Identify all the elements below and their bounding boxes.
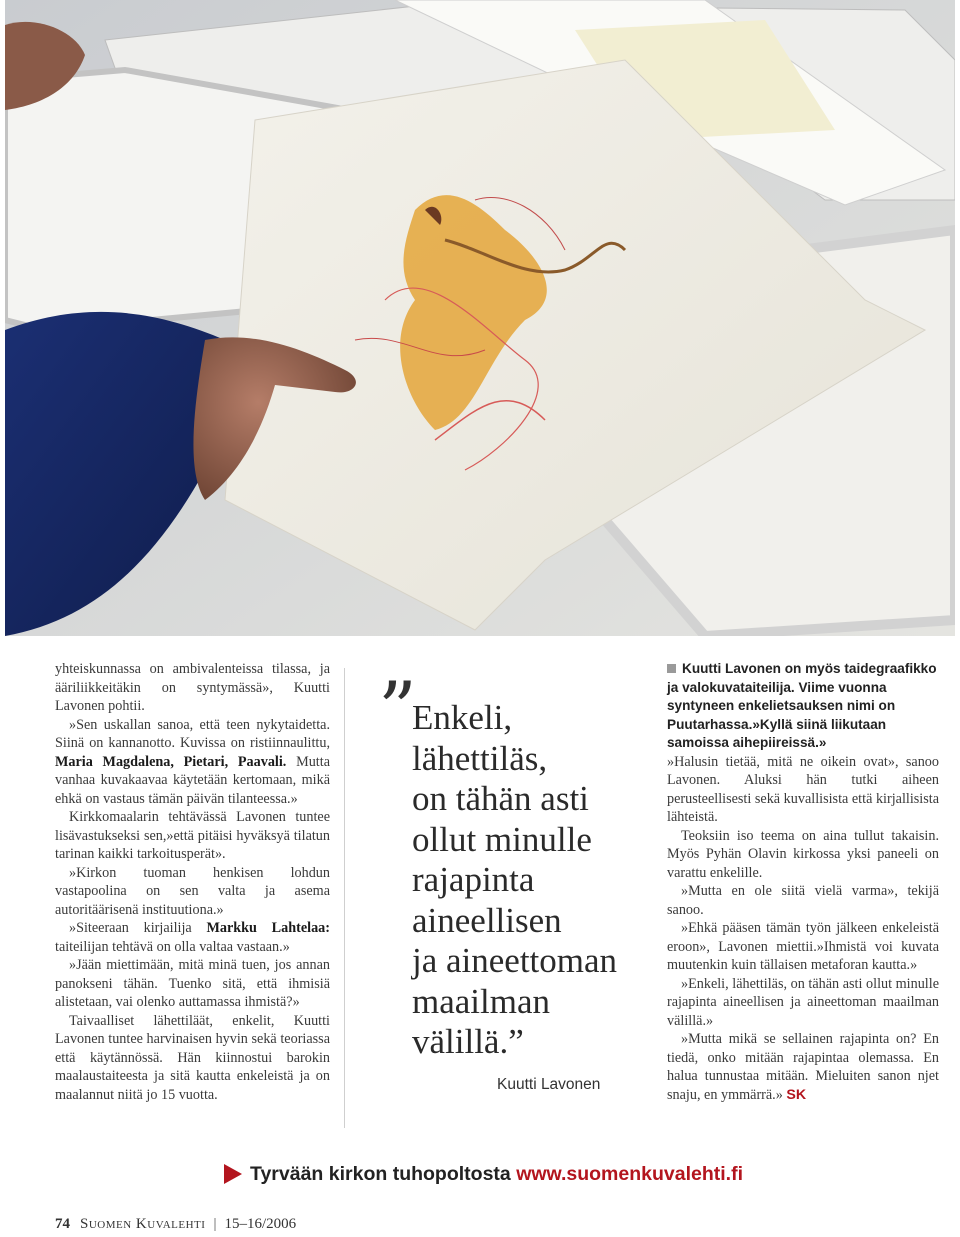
paragraph	[667, 753, 939, 827]
pull-quote-author: Kuutti Lavonen	[497, 1076, 601, 1093]
paragraph	[55, 956, 330, 1012]
pull-quote-line: ja aineettoman	[412, 941, 618, 980]
paragraph	[667, 882, 939, 919]
paragraph	[667, 1030, 939, 1104]
name-highlight: Maria Magdalena, Pietari, Paavali.	[55, 753, 287, 770]
text-run: »Mutta mikä se sellainen rajapinta on? En tiedä, onko mitään rajapintaa olemassa. En halua tunnustaa mitään. Mieluiten sanon njet snaju, en ymmärrä.»	[667, 1031, 939, 1103]
paragraph	[55, 808, 330, 864]
column-3-body	[667, 753, 939, 1105]
text-run: Mutta vanhaa kuvakaavaa käytetään kertomaan, mikä ehkä on vastaus tämän päivän tilanteessa.»	[55, 753, 330, 807]
paragraph	[667, 975, 939, 1031]
caption-square-icon	[667, 664, 676, 673]
text-run: Kirkkomaalarin tehtävässä Lavonen tuntee lisävastukseksi sen,»että pitäisi hyväksyä tilatun tarinan kaikki tarkoitusperät».	[55, 809, 330, 862]
pull-quote-line: ollut minulle	[412, 819, 592, 859]
text-run: »Mutta en ole siitä vielä varma», tekijä sanoo.	[667, 883, 939, 918]
quote-mark-icon: ”	[378, 665, 417, 754]
text-run: »Jään miettimään, mitä minä tuen, jos annan panokseni tähän. Tuenko sitä, että ihmisiä alistetaan, vai olenko auttamassa ihmistä?»	[55, 957, 330, 1010]
paragraph	[667, 919, 939, 975]
pull-quote-line: Enkeli,	[412, 698, 513, 737]
text-run: Teoksiin iso teema on aina tullut takaisin. Myös Pyhän Olavin kirkossa yksi paneeli on varattu enkelille.	[667, 827, 939, 881]
text-run: »Siteeraan kirjailija	[69, 920, 207, 936]
pull-quote-line: välillä.”	[412, 1022, 524, 1061]
paragraph	[55, 864, 330, 920]
image-caption	[667, 660, 939, 753]
arrow-right-icon	[224, 1164, 242, 1184]
paragraph	[55, 1012, 330, 1105]
pull-quote-line: maailman	[412, 981, 551, 1021]
pull-quote-line: rajapinta	[412, 860, 535, 899]
footer-separator: |	[213, 1216, 217, 1232]
text-run: taiteilijan tehtävä on olla valtaa vastaan.»	[55, 938, 290, 955]
name-highlight: Markku Lahtelaa:	[206, 920, 331, 936]
article-column-3	[667, 660, 939, 1104]
text-run: »Enkeli, lähettiläs, on tähän asti ollut minulle rajapinta aineellisen ja aineettoman maailman välillä.»	[667, 975, 939, 1029]
paragraph	[667, 827, 939, 883]
web-link-url[interactable]: www.suomenkuvalehti.fi	[516, 1163, 744, 1185]
text-run: »Halusin tietää, mitä ne oikein ovat», sanoo Lavonen. Aluksi hän tutki aiheen perusteellisesti sekä kuvallisista että kirjallisista lähteistä.	[667, 753, 939, 825]
text-run: »Kirkon tuoman henkisen lohdun vastapoolina on sen valta ja asema autoritäärisenä instituutiona.»	[55, 864, 330, 918]
pull-quote-line: lähettiläs,	[412, 738, 548, 778]
web-link[interactable]	[224, 1163, 743, 1186]
artwork-photo	[5, 0, 955, 636]
pull-quote	[412, 698, 642, 1063]
pull-quote-line: aineellisen	[412, 900, 562, 940]
page-footer	[55, 1216, 296, 1233]
text-run: Taivaalliset lähettiläät, enkelit, Kuutti Lavonen tuntee harvinaisen hyvin sekä teoriassa että käytännössä. Hän kiinnostui barokin maalaustaiteesta ja sitä kautta enkeleistä ja on maalannut niitä jo 15 vuotta.	[55, 1012, 330, 1103]
photo-illustration	[5, 0, 955, 636]
text-run: »Ehkä pääsen tämän työn jälkeen enkeleistä eroon», Lavonen miettii.»Ihmistä voi kuvata muutenkin kuin tällaisen metaforan kautta.»	[667, 920, 939, 973]
caption-text: Kuutti Lavonen on myös taidegraafikko ja valokuvataiteilija. Viime vuonna syntyneen enkelietsauksen nimi on Puutarhassa.»Kyllä siinä liikutaan samoissa aihepiireissä.»	[667, 661, 937, 750]
web-link-text: Tyrvään kirkon tuhopoltosta	[250, 1163, 511, 1185]
column-divider	[344, 668, 345, 1128]
article-column-1	[55, 660, 330, 1104]
paragraph	[55, 660, 330, 716]
text-run: »Sen uskallan sanoa, että teen nykytaidetta. Siinä on kannanotto. Kuvissa on ristiinnaulittu,	[55, 716, 330, 751]
page-number: 74	[55, 1216, 70, 1232]
author-signature: SK	[786, 1086, 807, 1103]
text-run: yhteiskunnassa on ambivalenteissa tilassa, ja ääriliikkeitäkin on syntymässä», Kuutti Lavonen pohtii.	[55, 661, 330, 714]
paragraph	[55, 919, 330, 956]
pull-quote-line: on tähän asti	[412, 779, 589, 818]
magazine-name: Suomen Kuvalehti	[80, 1216, 206, 1232]
paragraph	[55, 716, 330, 809]
issue-number: 15–16/2006	[224, 1216, 297, 1232]
